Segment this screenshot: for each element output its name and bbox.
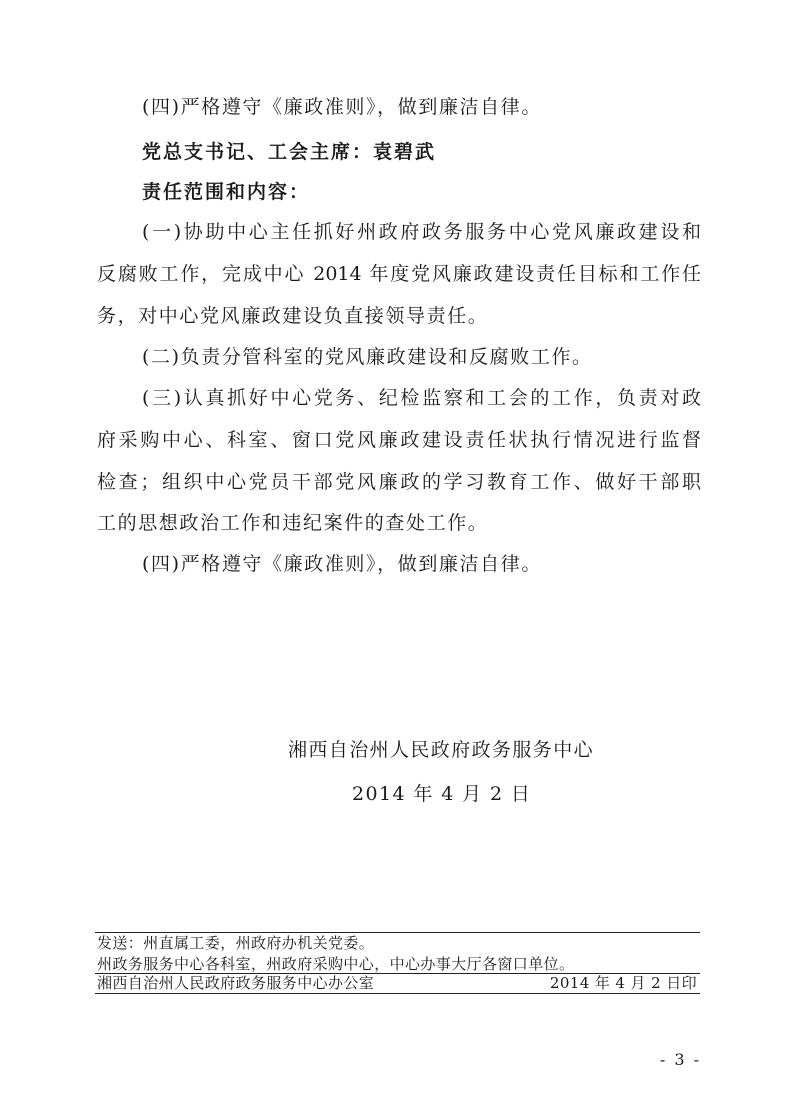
paragraph-1-line-3: 务，对中心党风廉政建设负直接领导责任。 [97,305,489,327]
section-heading-scope: 责任范围和内容： [142,181,311,203]
signature-date: 2014 年 4 月 2 日 [352,783,532,805]
footer-sent-to: 发送：州直属工委，州政府办机关党委。 [97,934,375,952]
paragraph-3-line-1: (三)认真抓好中心党务、纪检监察和工会的工作，负责对政 [142,387,701,409]
paragraph-1-line-1: (一)协助中心主任抓好州政府政务服务中心党风廉政建设和 [142,221,701,243]
footer-rule-bottom [95,993,700,994]
footer-issuer: 湘西自治州人民政府政务服务中心办公室 [97,974,375,992]
paragraph-4: (四)严格遵守《廉政准则》，做到廉洁自律。 [142,553,542,575]
page-number: - 3 - [659,1050,701,1069]
paragraph-2: (二)负责分管科室的党风廉政建设和反腐败工作。 [142,346,593,368]
footer-recipients: 州政务服务中心各科室，州政府采购中心，中心办事大厅各窗口单位。 [97,955,575,973]
paragraph-3-line-4: 工的思想政治工作和违纪案件的查处工作。 [97,512,489,534]
footer-rule-top [95,932,700,933]
paragraph-4-repeat: (四)严格遵守《廉政准则》，做到廉洁自律。 [142,96,542,118]
paragraph-1-line-2: 反腐败工作，完成中心 2014 年度党风廉政建设责任目标和工作任 [97,263,701,285]
footer-print-date: 2014 年 4 月 2 日印 [549,974,697,992]
signature-organization: 湘西自治州人民政府政务服务中心 [288,739,595,761]
paragraph-3-line-2: 府采购中心、科室、窗口党风廉政建设责任状执行情况进行监督 [97,429,701,451]
paragraph-3-line-3: 检查；组织中心党员干部党风廉政的学习教育工作、做好干部职 [97,471,701,493]
section-heading-person: 党总支书记、工会主席：袁碧武 [142,141,437,163]
